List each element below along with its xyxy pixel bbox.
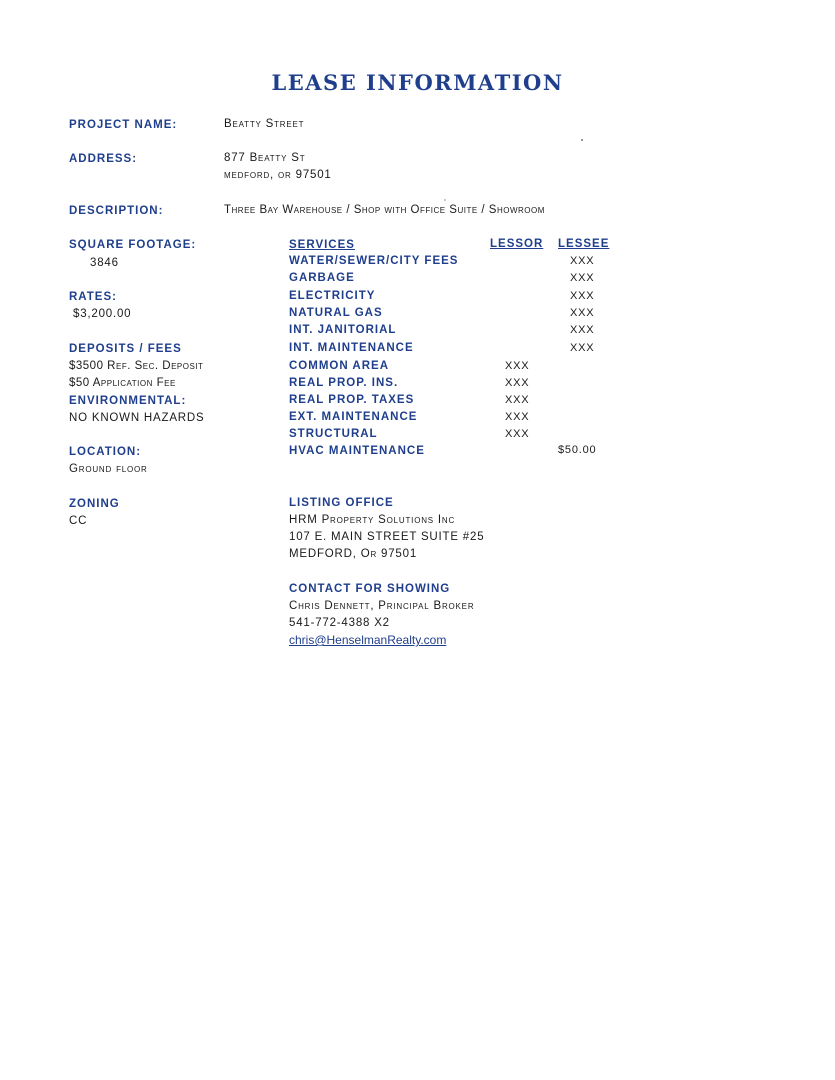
listing-office-street: 107 E. MAIN STREET SUITE #25: [289, 531, 485, 543]
zoning-value: CC: [69, 515, 88, 527]
service-name: ELECTRICITY: [289, 290, 376, 302]
lessor-header: LESSOR: [490, 238, 544, 250]
description-label: DESCRIPTION:: [69, 205, 164, 217]
rates-label: RATES:: [69, 291, 117, 303]
service-lessor: XXX: [505, 428, 530, 440]
services-header: SERVICES: [289, 239, 355, 251]
contact-phone: 541-772-4388 X2: [289, 617, 390, 629]
service-lessee: XXX: [570, 272, 595, 284]
service-lessor: XXX: [505, 377, 530, 389]
square-footage-label: SQUARE FOOTAGE:: [69, 239, 197, 251]
service-name: INT. JANITORIAL: [289, 324, 397, 336]
description-value: Three Bay Warehouse / Shop with Office Suite / Showroom: [224, 204, 545, 216]
listing-office-name: HRM Property Solutions Inc: [289, 514, 456, 526]
service-lessor: XXX: [505, 411, 530, 423]
contact-name: Chris Dennett, Principal Broker: [289, 600, 475, 612]
service-lessee: XXX: [570, 255, 595, 267]
listing-office-label: LISTING OFFICE: [289, 497, 394, 509]
service-lessee: XXX: [570, 342, 595, 354]
deposits-line2: $50 Application Fee: [69, 377, 176, 389]
environmental-value: NO KNOWN HAZARDS: [69, 412, 205, 424]
service-name: COMMON AREA: [289, 360, 390, 372]
page-title: LEASE INFORMATION: [271, 70, 564, 95]
service-name: HVAC MAINTENANCE: [289, 445, 425, 457]
service-name: EXT. MAINTENANCE: [289, 411, 418, 423]
address-line1: 877 Beatty St: [224, 152, 306, 164]
deposits-line1: $3500 Ref. Sec. Deposit: [69, 360, 204, 372]
service-lessee: $50.00: [558, 444, 597, 456]
service-name: REAL PROP. INS.: [289, 377, 399, 389]
service-lessor: XXX: [505, 360, 530, 372]
contact-email-link[interactable]: chris@HenselmanRealty.com: [289, 633, 447, 647]
service-lessor: XXX: [505, 394, 530, 406]
service-name: GARBAGE: [289, 272, 355, 284]
service-name: REAL PROP. TAXES: [289, 394, 415, 406]
service-name: NATURAL GAS: [289, 307, 383, 319]
location-value: Ground floor: [69, 463, 148, 475]
service-lessee: XXX: [570, 324, 595, 336]
service-name: INT. MAINTENANCE: [289, 342, 414, 354]
listing-office-city: MEDFORD, Or 97501: [289, 548, 418, 560]
project-name-value: Beatty Street: [224, 118, 305, 130]
deposits-label: DEPOSITS / FEES: [69, 343, 182, 355]
location-label: LOCATION:: [69, 446, 142, 458]
lessee-header: LESSEE: [558, 238, 610, 250]
contact-label: CONTACT FOR SHOWING: [289, 583, 451, 595]
zoning-label: ZONING: [69, 498, 120, 510]
environmental-label: ENVIRONMENTAL:: [69, 395, 187, 407]
service-lessee: XXX: [570, 307, 595, 319]
scan-speck: [444, 199, 446, 201]
service-lessee: XXX: [570, 290, 595, 302]
address-line2: medford, or 97501: [224, 169, 332, 181]
square-footage-value: 3846: [90, 257, 119, 269]
rates-value: $3,200.00: [73, 308, 132, 320]
address-label: ADDRESS:: [69, 153, 138, 165]
scan-speck: [581, 139, 583, 141]
project-name-label: PROJECT NAME:: [69, 119, 178, 131]
service-name: STRUCTURAL: [289, 428, 378, 440]
service-name: WATER/SEWER/CITY FEES: [289, 255, 459, 267]
